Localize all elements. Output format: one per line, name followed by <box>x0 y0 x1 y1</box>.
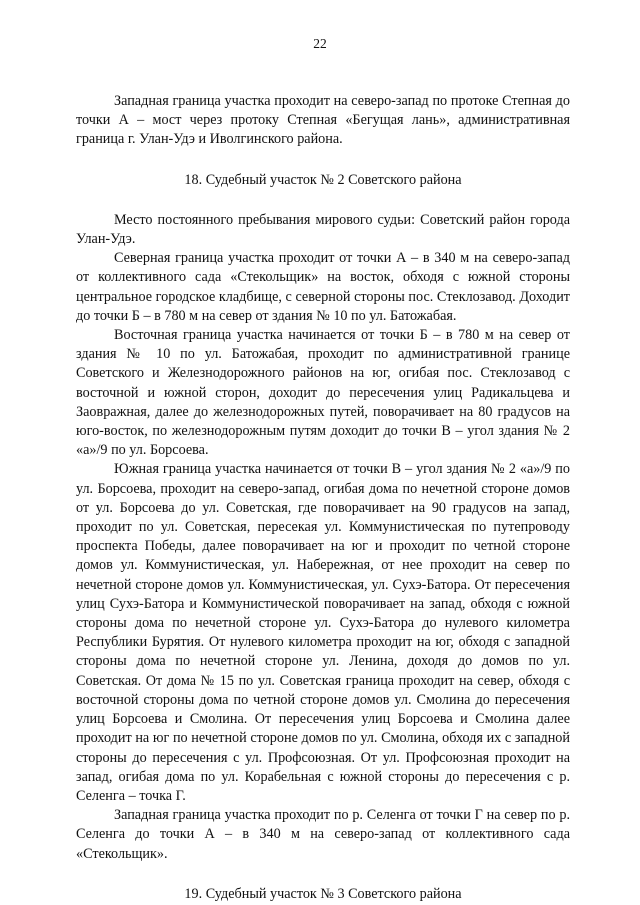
paragraph-northern-border: Северная граница участка проходит от точки А – в 340 м на северо-запад от коллективного сада «Стекольщик» на восток, обходя с южной стороны центральное городское кладбище, с северной стороны пос. Стеклозавод. Доходит до точки Б – в 780 м на север от здания № 10 по ул. Батожабая. <box>76 250 570 324</box>
section-heading-18: 18. Судебный участок № 2 Советского района <box>184 171 462 188</box>
paragraph-eastern-border: Восточная граница участка начинается от точки Б – в 780 м на север от здания № 10 по ул. Батожабая, проходит по административной границе Советского и Железнодорожного районов на юг, огибая пос. Стеклозавод с восточной и южной сторон, доходит до пересечения улиц Радикальцева и Заовражная, далее до железнодорожных путей, поворачивает на 80 градусов на юго-восток, по железнодорожным путям доходит до точки В – угол здания № 2 «а»/9 по ул. Борсоева. <box>76 327 570 459</box>
paragraph-southern-border: Южная граница участка начинается от точки В – угол здания № 2 «а»/9 по ул. Борсоева, проходит на северо-запад, огибая дома по нечетной стороне домов от ул. Борсоева до ул. Советская, где поворачивает на 90 градусов на запад, проходит по ул. Советская, пересекая ул. Коммунистическая по путепроводу проспекта Победы, далее поворачивает на юг и проходит по четной стороне домов ул. Коммунистическая, ул. Набережная, от нее проходит на север по нечетной стороне домов ул. Коммунистическая, ул. Сухэ-Батора. От пересечения улиц Сухэ-Батора и Коммунистической поворачивает на запад, обходя с южной стороны дома по нечетной стороне ул. Сухэ-Батора до нулевого километра Республики Бурятия. От нулевого километра проходит на юг, обходя с западной стороны дома по нечетной стороне ул. Ленина, доходя до домов по ул. Советская. От дома № 15 по ул. Советская граница проходит на север, обходя с восточной стороны дома по четной стороне домов ул. Смолина до пересечения улиц Борсоева и Смолина. От пересечения улиц Борсоева и Смолина далее проходит на юг по нечетной стороне домов по ул. Смолина, обходя их с западной стороны до пересечения с ул. Профсоюзная. От ул. Профсоюзная проходит на запад, огибая дома по ул. Корабельная с южной стороны до пересечения с р. Селенга – точка Г. <box>76 461 570 804</box>
paragraph-western-border: Западная граница участка проходит по р. Селенга от точки Г на север по р. Селенга до точки А – в 340 м на северо-запад от коллективного сада «Стекольщик». <box>76 807 570 862</box>
section-heading-19: 19. Судебный участок № 3 Советского района <box>184 885 462 902</box>
page-number: 22 <box>313 36 327 51</box>
document-body <box>76 92 570 904</box>
paragraph-western-border-prev: Западная граница участка проходит на северо-запад по протоке Степная до точки А – мост через протоку Степная «Бегущая лань», административная граница г. Улан-Удэ и Иволгинского района. <box>76 93 570 148</box>
paragraph-judge-location: Место постоянного пребывания мирового судьи: Советский район города Улан-Удэ. <box>76 211 570 248</box>
